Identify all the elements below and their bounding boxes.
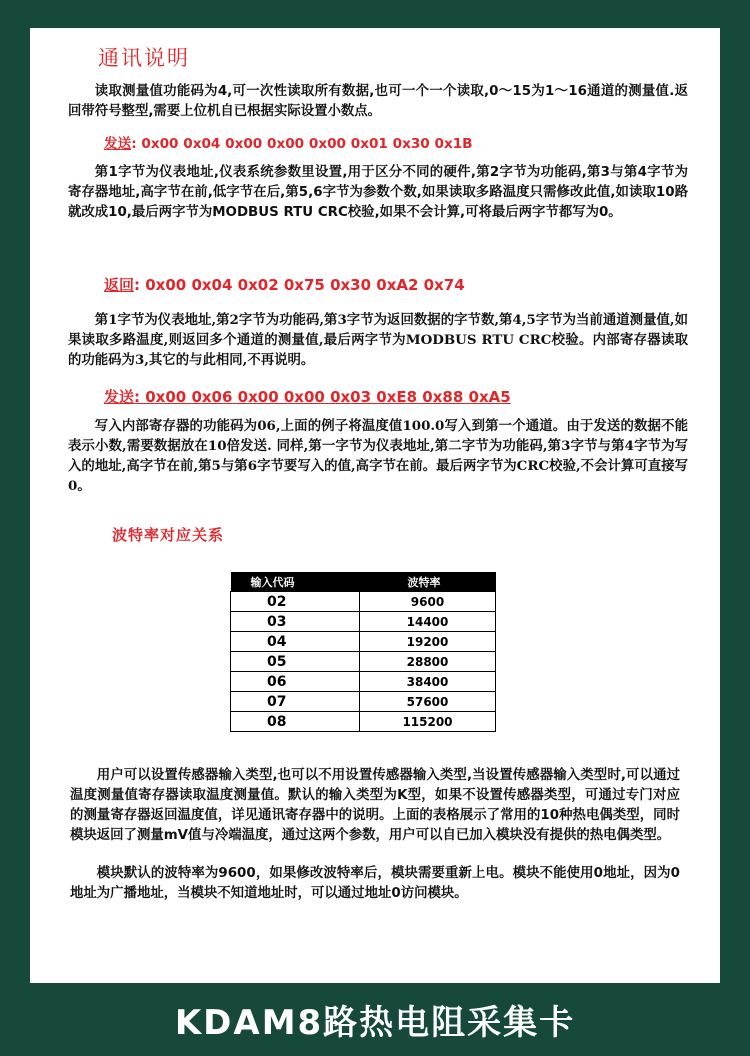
baud-table-title: 波特率对应关系	[112, 526, 225, 544]
send-command-read	[104, 132, 473, 152]
write-description: 写入内部寄存器的功能码为06,上面的例子将温度值100.0写入到第一个通道。由于发送的数据不能表示小数,需要数据放在10倍发送. 同样,第一字节为仪表地址,第二字节为功能码,第3字节与第4字节为写入的地址,高字节在前,第5与第6字节要写入的值,高字节在前。最后两字节为CRC校验,不会计算可直接写0。	[68, 418, 688, 494]
baud-rate-cell: 14400	[360, 612, 496, 632]
baud-rate-cell: 9600	[360, 592, 496, 612]
read-description: 第1字节为仪表地址,仪表系统参数里设置,用于区分不同的硬件,第2字节为功能码,第3与第4字节为寄存器地址,高字节在前,低字节在后,第5,6字节为参数个数,如果读取多路温度只需修改此值,如读取10路就改成10,最后两字节为MODBUS RTU CRC校验,如果不会计算,可将最后两字节都写为0。	[68, 165, 688, 220]
write-bytes: : 0x00 0x06 0x00 0x00 0x03 0xE8 0x88 0xA5	[134, 388, 511, 406]
input-code-cell: 03	[231, 612, 360, 632]
table-row	[231, 612, 496, 632]
baud-rate-table	[230, 572, 496, 732]
table-row	[231, 592, 496, 612]
table-row	[231, 672, 496, 692]
header-input-code: 输入代码	[231, 572, 360, 592]
input-code-cell: 05	[231, 652, 360, 672]
content-panel	[30, 28, 720, 983]
input-code-cell: 07	[231, 692, 360, 712]
table-row	[231, 652, 496, 672]
send-command-write	[104, 386, 511, 407]
intro-paragraph: 读取测量值功能码为4,可一次性读取所有数据,也可一个一个读取,0～15为1～16通道的测量值.返回带符号整型,需要上位机自已根据实际设置小数点。	[68, 84, 688, 119]
return-command	[104, 274, 465, 295]
input-code-cell: 08	[231, 712, 360, 732]
header-baud-rate: 波特率	[360, 572, 496, 592]
baud-rate-cell: 19200	[360, 632, 496, 652]
baud-default-description: 模块默认的波特率为9600，如果修改波特率后，模块需要重新上电。模块不能使用0地址，因为0地址为广播地址，当模块不知道地址时，可以通过地址0访问模块。	[70, 866, 680, 901]
send-label: 发送	[104, 136, 132, 152]
input-code-cell: 04	[231, 632, 360, 652]
section-title: 通讯说明	[98, 46, 190, 70]
table-header-row	[231, 572, 496, 592]
return-description: 第1字节为仪表地址,第2字节为功能码,第3字节为返回数据的字节数,第4,5字节为当前通道测量值,如果读取多路温度,则返回多个通道的测量值,最后两字节为MODBUS RTU CRC校验。内部寄存器读取的功能码为3,其它的与此相同,不再说明。	[68, 312, 688, 368]
return-bytes: : 0x00 0x04 0x02 0x75 0x30 0xA2 0x74	[134, 276, 465, 294]
send-bytes: : 0x00 0x04 0x00 0x00 0x00 0x01 0x30 0x1B	[131, 136, 473, 152]
input-code-cell: 06	[231, 672, 360, 692]
sensor-type-description: 用户可以设置传感器输入类型,也可以不用设置传感器输入类型,当设置传感器输入类型时,可以通过温度测量值寄存器读取温度测量值。默认的输入类型为K型，如果不设置传感器类型，可通过专门对应的测量寄存器返回温度值，详见通讯寄存器中的说明。上面的表格展示了常用的10种热电偶类型，同时模块返回了测量mV值与冷端温度，通过这两个参数，用户可以自已加入模块没有提供的热电偶类型。	[70, 768, 680, 843]
baud-rate-cell: 28800	[360, 652, 496, 672]
table-row	[231, 712, 496, 732]
product-title-footer: KDAM8路热电阻采集卡	[174, 1003, 576, 1043]
table-row	[231, 692, 496, 712]
return-label: 返回	[104, 276, 135, 294]
write-label: 发送	[104, 388, 135, 406]
baud-rate-cell: 115200	[360, 712, 496, 732]
table-row	[231, 632, 496, 652]
baud-rate-cell: 57600	[360, 692, 496, 712]
baud-rate-cell: 38400	[360, 672, 496, 692]
input-code-cell: 02	[231, 592, 360, 612]
